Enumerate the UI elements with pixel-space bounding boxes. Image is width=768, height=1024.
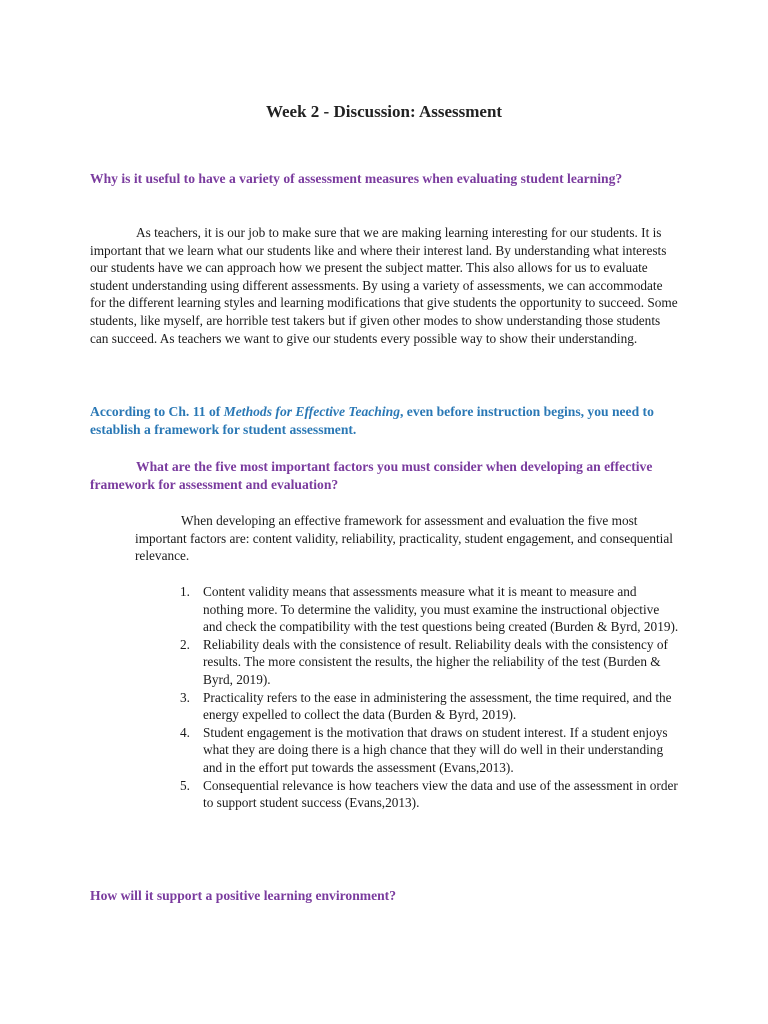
question-framework-suffix: , even before instruction begins, you need to establish a framework for student assessment.	[90, 404, 654, 437]
factor-list-item	[180, 636, 680, 689]
factor-text: Practicality refers to the ease in administering the assessment, the time required, and the energy expelled to collect the data (Burden & Byrd, 2019).	[203, 689, 672, 723]
answer-paragraph-2: When developing an effective framework for assessment and evaluation the five most important factors are: content validity, reliability, practicality, student engagement, and consequential relevance.	[135, 513, 673, 564]
factor-text: Reliability deals with the consistence of result. Reliability deals with the consistency of results. The more consistent the results, the higher the reliability of the test (Burden & Byrd, 2019).	[203, 636, 668, 687]
factor-text: Content validity means that assessments measure what it is meant to measure and nothing more. To determine the validity, you must examine the instructional objective and check the compatibility with the test questions being created (Burden & Byrd, 2019).	[203, 584, 679, 635]
question-five-factors: What are the five most important factors you must consider when developing an effective framework for assessment and evaluation?	[90, 459, 653, 492]
factor-list-item	[180, 724, 680, 777]
factor-list-item	[180, 689, 680, 724]
factor-list-item	[180, 777, 680, 812]
factor-text: Consequential relevance is how teachers view the data and use of the assessment in order to support student success (Evans,2013).	[203, 777, 678, 811]
factor-number: 3.	[180, 689, 190, 705]
answer-paragraph-1: As teachers, it is our job to make sure that we are making learning interesting for our students. It is important that we learn what our students like and where their interest land. By understanding what interests our students have we can approach how we present the subject matter. This also allows for us to evaluate student understanding using different assessments. By using a variety of assessments, we can accommodate for the different learning styles and learning modifications that give students the opportunity to succeed. Some students, like myself, are horrible test takers but if given other modes to show understanding those students can succeed. As teachers we want to give our students every possible way to show their understanding.	[90, 225, 678, 346]
question-positive-environment: How will it support a positive learning environment?	[90, 888, 396, 903]
factors-list	[180, 583, 680, 812]
factor-number: 4.	[180, 724, 190, 740]
question-variety-of-assessments: Why is it useful to have a variety of assessment measures when evaluating student learning?	[90, 171, 623, 186]
factor-number: 2.	[180, 636, 190, 652]
factor-number: 1.	[180, 584, 190, 599]
factor-list-item	[180, 583, 680, 636]
document-title: Week 2 - Discussion: Assessment	[265, 102, 503, 121]
factor-text: Student engagement is the motivation that draws on student interest. If a student enjoys what they are doing there is a high chance that they will do well in their understanding and in the effort put towards the assessment (Evans,2013).	[203, 724, 668, 775]
question-framework-prefix: According to Ch. 11 of	[90, 404, 224, 419]
question-framework-prompt	[90, 403, 690, 438]
book-title: Methods for Effective Teaching	[223, 404, 400, 419]
factor-number: 5.	[180, 777, 190, 793]
